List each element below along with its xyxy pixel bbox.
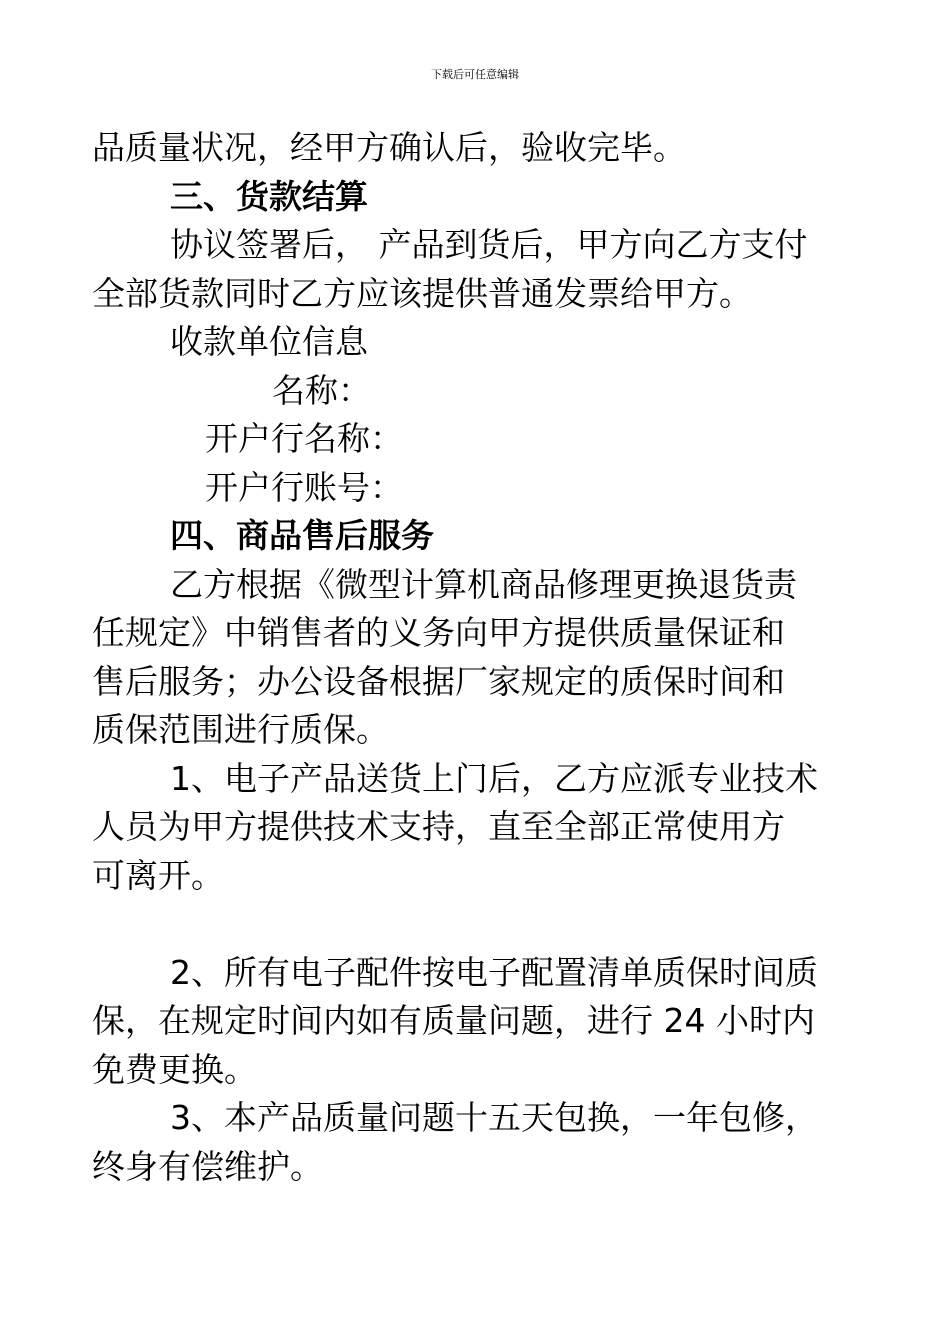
text-line: 售后服务；办公设备根据厂家规定的质保时间和 — [92, 661, 785, 701]
text-line: 任规定》中销售者的义务向甲方提供质量保证和 — [92, 613, 785, 652]
text-line: 乙方根据《微型计算机商品修理更换退货责 — [170, 564, 797, 604]
text-line: 人员为甲方提供技术支持，直至全部正常使用方 — [92, 807, 785, 846]
text-line: 品质量状况，经甲方确认后，验收完毕。 — [92, 128, 686, 167]
text-line: 全部货款同时乙方应该提供普通发票给甲方。 — [92, 273, 752, 313]
text-line: 可离开。 — [92, 855, 224, 895]
bank-name-label: 开户行名称： — [205, 419, 403, 458]
section-heading-payment: 三、货款结算 — [170, 176, 368, 216]
blank-line — [92, 900, 862, 949]
text-line: 协议签署后， 产品到货后，甲方向乙方支付 — [170, 225, 808, 264]
list-item-1: 1、电子产品送货上门后，乙方应派专业技术 — [170, 758, 818, 798]
text-line: 终身有偿维护。 — [92, 1146, 323, 1186]
section-heading-after-sales: 四、商品售后服务 — [170, 516, 434, 555]
document-body — [92, 124, 862, 1191]
text-line: 保，在规定时间内如有质量问题，进行 24 小时内 — [92, 1001, 815, 1040]
bank-account-label: 开户行账号： — [205, 467, 403, 507]
list-item-2: 2、所有电子配件按电子配置清单质保时间质 — [170, 952, 818, 992]
page-header-note: 下载后可任意编辑 — [431, 68, 519, 81]
payee-info-label: 收款单位信息 — [170, 322, 368, 361]
text-line: 质保范围进行质保。 — [92, 710, 389, 749]
payee-name-label: 名称： — [272, 370, 371, 410]
text-line: 免费更换。 — [92, 1049, 257, 1089]
list-item-3: 3、本产品质量问题十五天包换，一年包修， — [170, 1098, 818, 1137]
